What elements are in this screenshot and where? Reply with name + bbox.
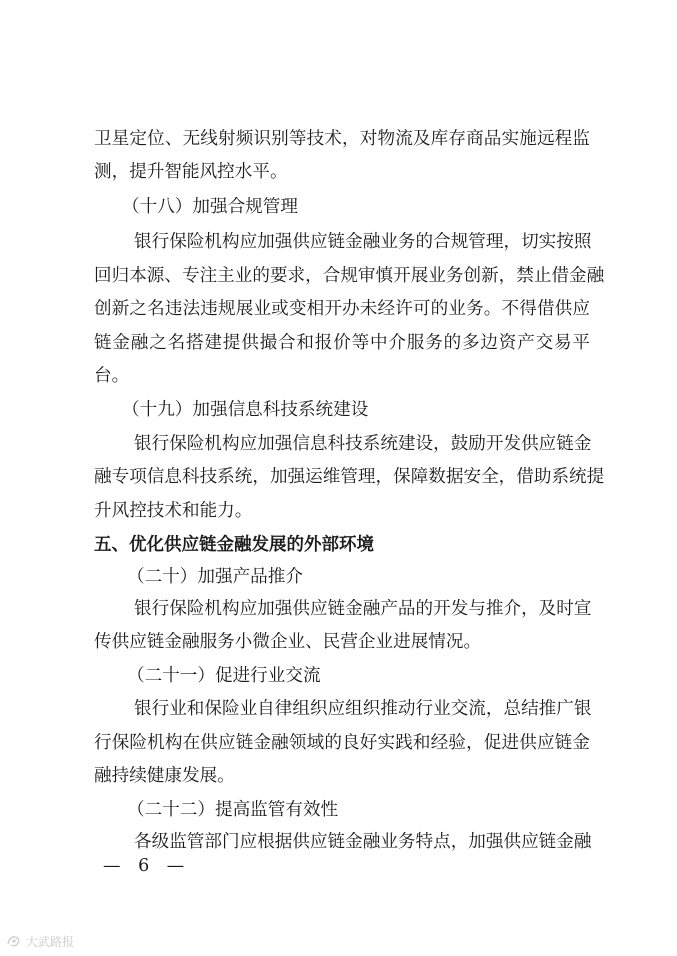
body-line: 卫星定位、无线射频识别等技术，对物流及库存商品实施远程监 — [94, 129, 590, 149]
section-subheading: （二十二）提高监管有效性 — [127, 800, 339, 820]
body-line: 银行保险机构应加强供应链金融产品的开发与推介，及时宣 — [134, 599, 592, 619]
chapter-heading: 五、优化供应链金融发展的外部环境 — [94, 535, 374, 555]
body-line: 行保险机构在供应链金融领域的良好实践和经验，促进供应链金 — [94, 733, 590, 753]
body-line: 各级监管部门应根据供应链金融业务特点，加强供应链金融 — [134, 832, 592, 852]
body-line: 回归本源、专注主业的要求，合规审慎开展业务创新，禁止借金融 — [94, 266, 605, 286]
body-line: 融专项信息科技系统，加强运维管理，保障数据安全，借助系统提 — [94, 467, 605, 487]
body-line: 升风控技术和能力。 — [94, 501, 253, 521]
watermark-logo-icon — [6, 934, 22, 948]
body-line: 银行保险机构应加强信息科技系统建设，鼓励开发供应链金 — [134, 434, 592, 454]
watermark — [6, 932, 74, 950]
section-subheading: （十八）加强合规管理 — [122, 197, 298, 217]
page-number: — 6 — — [103, 856, 191, 876]
body-line: 台。 — [94, 366, 130, 386]
body-line: 创新之名违法违规展业或变相开办未经许可的业务。不得借供应 — [94, 299, 590, 319]
section-subheading: （二十）加强产品推介 — [127, 567, 303, 587]
body-line: 测，提升智能风控水平。 — [94, 162, 288, 182]
body-line: 银行保险机构应加强供应链金融业务的合规管理，切实按照 — [134, 232, 592, 252]
section-subheading: （二十一）促进行业交流 — [127, 666, 321, 686]
body-line: 链金融之名搭建提供撮合和报价等中介服务的多边资产交易平 — [94, 333, 590, 353]
watermark-text: 大武路报 — [26, 934, 75, 949]
body-line: 银行业和保险业自律组织应组织推动行业交流，总结推广银 — [134, 699, 592, 719]
body-line: 融持续健康发展。 — [94, 766, 235, 786]
body-line: 传供应链金融服务小微企业、民营企业进展情况。 — [94, 632, 482, 652]
section-subheading: （十九）加强信息科技系统建设 — [122, 400, 369, 420]
